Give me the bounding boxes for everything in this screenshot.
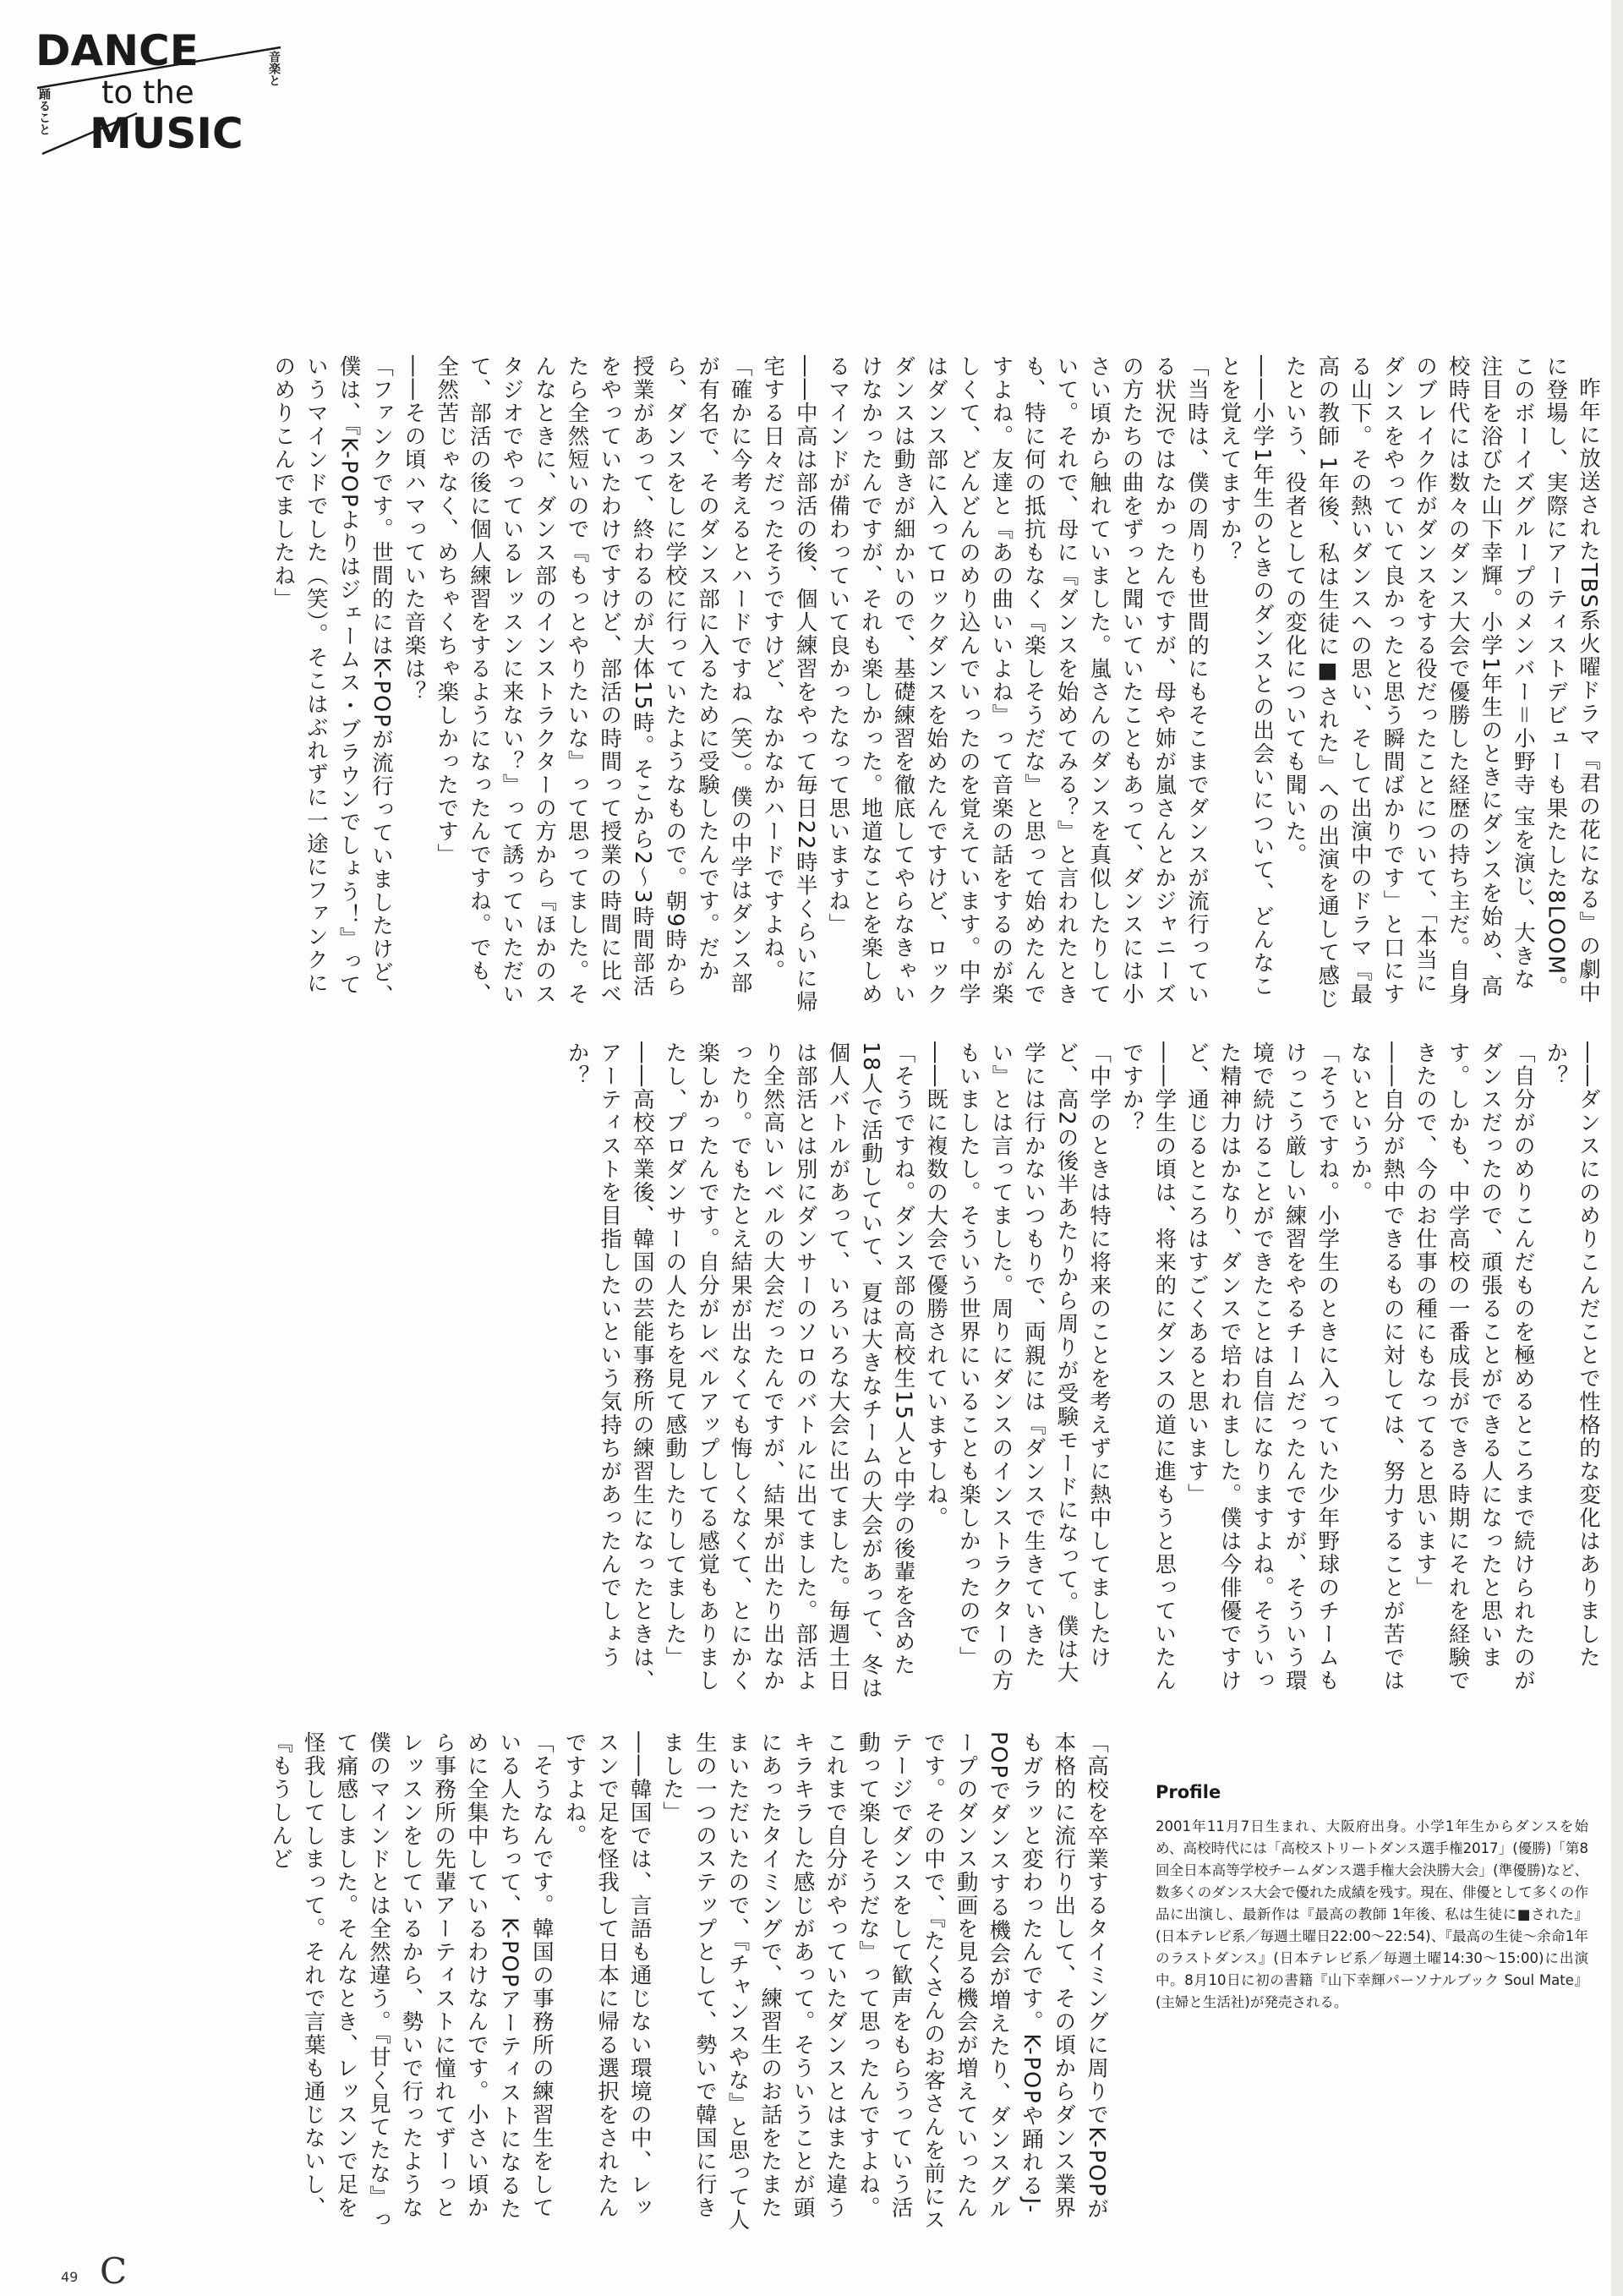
answer-2: 「確かに今考えるとハードですね（笑）。僕の中学はダンス部が有名で、そのダンス部に入るために受験したんです。だから、ダンスをしに学校に行っていたようなもので。朝9時から授業があって、終わるのが大体15時。そこから2〜3時間部活をやっていたわけですけど、部活の時間って授業の時間に比べたら全然短いので『もっとやりたいな』って思ってました。そんなときに、ダンス部のインストラクターの方から『ほかのスタジオでやっているレッスンに来ない？』って誘っていただいて、部活の後に個人練習をするようになったんですね。でも、全然苦じゃなく、めちゃくちゃ楽しかったです」 [434, 355, 753, 1006]
logo-to-the: to the [101, 74, 194, 111]
question-1: ――小学1年生のときのダンスとの出会いについて、どんなことを覚えてますか？ [1216, 355, 1276, 998]
article-band-2 [166, 1041, 1604, 1701]
answer-4: 「自分がのめりこんだものを極めるところまで続けられたのがダンスだったので、頑張ることができる人になったと思います。しかも、中学高校の一番成長ができる時期にそれを経験できたので、今のお仕事の種にもなってると思います」 [1413, 1041, 1536, 1692]
answer-3: 「ファンクです。世間的にはK-POPが流行っていましたけど、僕は、『K-POPよりはジェームス・ブラウンでしょう！』っていうマインドでした（笑）。そこはぶれずに一途にファンクにのめりこんでましたね」 [270, 355, 395, 1008]
logo-jp-right: 音楽と [267, 51, 281, 86]
answer-6: 「中学のときは特に将来のことを考えずに熱中してましたけど、高2の後半あたりから周りが受験モードになって。僕は大学には行かないつもりで、両親には『ダンスで生きていきたい』とは言ってました。周りにダンスのインストラクターの方もいましたし。そういう世界にいることも楽しかったので」 [955, 1041, 1112, 1692]
question-4: ――ダンスにのめりこんだことで性格的な変化はありましたか？ [1543, 1041, 1601, 1670]
page-mark: C [100, 2250, 128, 2292]
answer-8: 「高校を卒業するタイミングに周りでK-POPが本格的に流行り出して、その頃からダンス業界もガラッと変わったんです。K-POPや踊れるJ-POPでダンスする機会が増えたり、ダンスグループのダンス動画を見る機会が増えていったんです。その中で、『たくさんのお客さんを前にステージでダンスをして歓声をもらうっていう活動って楽しそうだな』って思ったんですよね。これまで自分がやっていたダンスとはまた違うキラキラした感じがあって。そういうことが頭にあったタイミングで、練習生のお話をたまたまいただいたので、『チャンスやな』と思って人生の一つのステップとして、勢いで韓国に行きました」 [659, 1731, 1109, 2233]
logo-music: MUSIC [90, 109, 243, 158]
question-5: ――自分が熱中できるものに対しては、努力することが苦ではないというか。 [1347, 1041, 1406, 1692]
answer-1: 「当時は、僕の周りも世間的にもそこまでダンスが流行っている状況ではなかったんですが、母や姉が嵐さんとかジャニーズの方たちの曲をずっと聞いていたこともあって、ダンスには小さい頃から触れていました。嵐さんのダンスを真似したりしていて。それで、母に『ダンスを始めてみる？』と言われたときも、特に何の抵抗もなく『楽しそうだな』と思って始めたんですよね。友達と『あの曲いいよね』って音楽の話をするのが楽しくて、どんどんのめり込んでいったのを覚えています。中学はダンス部に入ってロックダンスを始めたんですけど、ロックダンスは動きが細かいので、基礎練習を徹底してやらなきゃいけなかったんですが、それも楽しかった。地道なことを楽しめるマインドが備わっていて良かったなって思いますね」 [825, 355, 1210, 1006]
profile-body: 2001年11月7日生まれ、大阪府出身。小学1年生からダンスを始め、高校時代には「高校ストリートダンス選手権2017」(優勝)「第8回全日本高等学校チームダンス選手権大会決勝大会」(準優勝)など、数多くのダンス大会で優れた成績を残す。現在、俳優として多くの作品に出演し、最新作は『最高の教師 1年後、私は生徒に■された』(日本テレビ系／毎週土曜日22:00〜22:54)、『最高の生徒〜余命1年のラストダンス』(日本テレビ系／毎週土曜14:30〜15:00)に出演中。8月10日に初の書籍『山下幸輝パーソナルブック Soul Mate』(主婦と生活社)が発売される。 [1156, 1818, 1588, 2010]
question-2: ――中高は部活の後、個人練習をやって毎日22時半くらいに帰宅する日々だったそうですけど、なかなかハードですよね。 [760, 355, 818, 1014]
profile-heading: Profile [1156, 1782, 1221, 1802]
question-7: ――既に複数の大会で優勝されていますしね。 [923, 1041, 949, 1530]
lead-paragraph: 昨年に放送されたTBS系火曜ドラマ『君の花になる』の劇中に登場し、実際にアーティストデビューも果たした8LOOM。このボーイズグループのメンバー＝小野寺 宝を演じ、大きな注目を浴びた山下幸輝。小学1年生のときにダンスを始め、高校時代には数々のダンス大会で優勝した経歴の持ち主だ。自身のブレイク作がダンスをする役だったことについて、「本当にダンスをやっていて良かったと思う瞬間ばかりです」と口にする山下。その熱いダンスへの思い、そして出演中のドラマ『最高の教師 1年後、私は生徒に■された』への出演を通して感じたという、役者としての変化についても聞いた。 [1281, 355, 1601, 1011]
question-3: ――その頃ハマっていた音楽は？ [401, 355, 427, 704]
page-number: 49 [61, 2269, 79, 2285]
article-band-1 [166, 355, 1604, 1014]
answer-9: 「そうなんです。韓国の事務所の練習生をしている人たちって、K-POPアーティストになるために全集中しているわけなんです。小さい頃から事務所の先輩アーティストに憧れてずーっとレッスンをしているから、勢いで行ったような僕のマインドとは全然違う。『甘く見てたな』って痛感しました。そんなとき、レッスンで足を怪我してしまって。それで言葉も通じないし、『もうしんど [268, 1731, 555, 2233]
question-8: ――高校卒業後、韓国の芸能事務所の練習生になったときは、アーティストを目指したいという気持ちがあったんでしょうか？ [564, 1041, 655, 1692]
page-edge [1611, 0, 1623, 2296]
answer-5: 「そうですね。小学生のときに入っていた少年野球のチームもけっこう厳しい練習をやるチームだったんですが、そういう環境で続けることができたことは自信になりますよね。そういった精神力はかなり、ダンスで培われました。僕は今俳優ですけど、通じるところはすごくあると思います」 [1183, 1041, 1341, 1692]
answer-7: 「そうですね。ダンス部の高校生15人と中学の後輩を含めた18人で活動していて、夏は大きなチームの大会があって、冬は個人バトルがあって、いろいろな大会に出てました。毎週土日は部活とは別にダンサーのソロのバトルに出てました。部活より全然高いレベルの大会だったんですが、結果が出たり出なかったり。でもたとえ結果が出なくても悔しくなくて、とにかく楽しかったんです。自分がレベルアップしてる感覚もありましたし、プロダンサーの人たちを見て感動したりしてました」 [662, 1041, 916, 1700]
logo-jp-left: 踊ること [37, 88, 51, 135]
article-band-3 [166, 1731, 1112, 2239]
profile-box [1156, 1782, 1588, 2154]
section-logo [36, 27, 306, 162]
logo-dance: DANCE [36, 26, 199, 75]
question-9: ――韓国では、言語も通じない環境の中、レッスンで足を怪我して日本に帰る選択をされたんですよね。 [561, 1731, 653, 2220]
question-6: ――学生の頃は、将来的にダンスの道に進もうと思っていたんですか？ [1118, 1041, 1178, 1692]
